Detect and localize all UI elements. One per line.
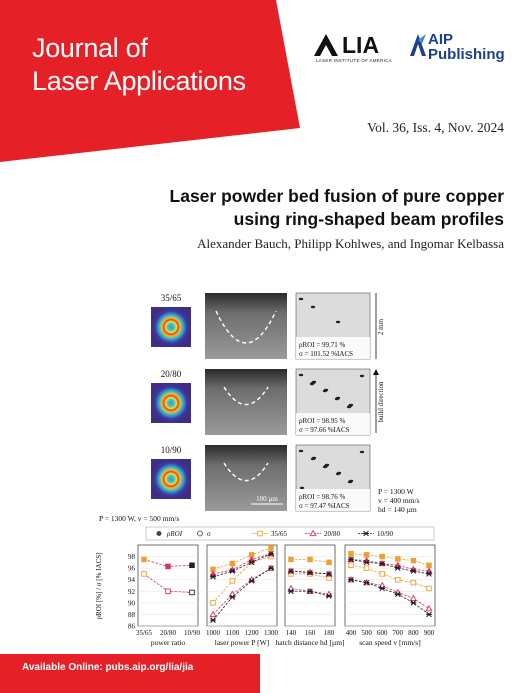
article-authors: Alexander Bauch, Philipp Kohlwes, and Ingomar Kelbassa	[197, 236, 504, 251]
legend-rho-label: ρROI	[167, 530, 183, 538]
aip-word: AIP	[428, 31, 454, 48]
pore-mark	[336, 473, 340, 475]
pore-mark	[299, 298, 303, 300]
y-tick-label: 96	[128, 564, 135, 573]
pore-mark	[360, 451, 364, 453]
conductivity-value: σ = 101.52 %IACS	[299, 350, 354, 358]
x-tick-label: 500	[361, 629, 372, 637]
journal-title	[32, 32, 246, 98]
data-point	[269, 546, 274, 551]
pore-mark	[300, 487, 304, 489]
data-point	[289, 557, 294, 562]
journal-title-line1: Journal of	[32, 33, 148, 63]
pore-mark	[299, 450, 303, 452]
series-line	[351, 565, 429, 588]
melt-pool-image	[205, 293, 287, 359]
data-point	[190, 563, 195, 568]
lia-logo-icon	[312, 30, 402, 58]
data-point	[327, 560, 332, 565]
data-point	[190, 590, 195, 595]
aip-logo-icon	[408, 30, 428, 58]
data-point	[426, 612, 432, 617]
pore-mark	[323, 390, 327, 392]
y-tick-label: 86	[128, 622, 135, 631]
beam-ring	[151, 307, 191, 347]
x-tick-label: 800	[408, 629, 419, 637]
data-point	[380, 572, 385, 577]
series-line	[351, 554, 429, 566]
conductivity-value: σ = 97.47 %IACS	[299, 502, 350, 510]
data-point	[380, 554, 385, 559]
build-direction-label: build direction	[377, 381, 385, 423]
x-tick-label: 180	[323, 629, 335, 637]
x-tick-label: 400	[345, 629, 357, 637]
scale-label-100um: 100 µm	[256, 495, 278, 503]
data-point	[211, 601, 216, 606]
series-line	[351, 559, 429, 571]
legend-series-label: 35/65	[271, 530, 287, 538]
legend-series-label: 10/90	[377, 530, 393, 538]
x-tick-label: 160	[304, 629, 316, 637]
series-line	[213, 568, 271, 620]
x-tick-label: 1300	[264, 629, 278, 637]
y-tick-label: 94	[128, 576, 135, 585]
data-point	[411, 580, 416, 585]
data-point	[349, 563, 354, 568]
x-tick-label: 20/80	[160, 629, 176, 637]
lia-subtitle: LASER INSTITUTE OF AMERICA	[316, 58, 393, 63]
data-point	[308, 557, 313, 562]
pore-mark	[311, 306, 315, 308]
publisher-logos	[312, 30, 512, 70]
footer-text[interactable]: Available Online: pubs.aip.org/lia/jia	[22, 662, 194, 673]
pore-mark	[336, 321, 340, 323]
x-tick-label: 600	[376, 629, 388, 637]
lia-name: LIA	[342, 32, 380, 58]
legend-sigma-label: σ	[207, 530, 211, 538]
pore-mark	[299, 374, 303, 376]
legend-series-label: 20/80	[324, 530, 340, 538]
chart-panel-frame	[207, 545, 277, 626]
data-point	[230, 579, 235, 584]
legend-marker	[258, 531, 263, 536]
issue-info: Vol. 36, Iss. 4, Nov. 2024	[367, 120, 504, 135]
density-value: ρROI = 98.95 %	[299, 417, 346, 425]
x-axis-label: hatch distance hd [µm]	[275, 638, 345, 647]
scale-label-2mm: 2 mm	[377, 318, 385, 336]
x-tick-label: 700	[392, 629, 404, 637]
beam-ring	[151, 383, 191, 423]
series-line	[351, 580, 429, 615]
data-point	[427, 563, 432, 568]
params-right-line: P = 1300 W	[378, 487, 414, 496]
y-tick-label: 92	[128, 587, 135, 596]
pore-mark	[311, 458, 315, 460]
article-title	[170, 185, 504, 231]
y-axis-label: ρROI [%] / σ [% IACS]	[95, 552, 103, 620]
data-point	[210, 612, 216, 617]
x-axis-label: laser power P [W]	[214, 638, 270, 647]
x-tick-label: 10/90	[184, 629, 200, 637]
x-tick-label: 35/65	[136, 629, 152, 637]
x-tick-label: 1100	[225, 629, 240, 637]
data-point	[210, 618, 216, 623]
data-point	[426, 606, 432, 611]
data-point	[166, 564, 171, 569]
data-point	[166, 589, 171, 594]
journal-title-line2: Laser Applications	[32, 66, 246, 96]
pore-mark	[348, 481, 352, 483]
conductivity-value: σ = 97.66 %IACS	[299, 426, 350, 434]
power-ratio-label: 10/90	[160, 445, 182, 455]
data-point	[349, 551, 354, 556]
data-point	[396, 557, 401, 562]
y-tick-label: 90	[128, 599, 135, 608]
figure-svg	[95, 283, 440, 647]
x-tick-label: 1200	[244, 629, 259, 637]
params-left: P = 1300 W, v = 500 mm/s	[99, 514, 180, 523]
data-point	[411, 600, 417, 605]
density-value: ρROI = 99.71 %	[299, 341, 346, 349]
params-right-line: hd = 140 µm	[378, 505, 417, 514]
arrow-head	[373, 369, 379, 375]
melt-pool-image	[205, 369, 287, 435]
footer-white-area	[260, 654, 520, 693]
series-line	[213, 548, 271, 569]
data-point	[230, 561, 235, 566]
power-ratio-label: 35/65	[160, 293, 182, 303]
series-line	[351, 559, 429, 573]
data-point	[364, 553, 369, 558]
params-right-line: v = 400 mm/s	[378, 496, 420, 505]
legend-sigma-marker	[198, 531, 203, 536]
power-ratio-label: 20/80	[160, 369, 182, 379]
data-point	[142, 557, 147, 562]
data-point	[427, 586, 432, 591]
pore-mark	[310, 383, 314, 385]
x-axis-label: scan speed v [mm/s]	[359, 638, 421, 647]
pore-mark	[347, 406, 351, 408]
chart-panel-frame	[138, 545, 198, 626]
y-tick-label: 88	[128, 610, 135, 619]
beam-ring	[151, 459, 191, 499]
data-point	[142, 572, 147, 577]
pore-mark	[335, 398, 339, 400]
data-point	[396, 577, 401, 582]
pore-mark	[360, 375, 364, 377]
y-tick-label: 98	[128, 553, 135, 562]
data-point	[411, 558, 416, 563]
x-axis-label: power ratio	[150, 638, 186, 647]
pore-mark	[323, 466, 327, 468]
x-tick-label: 140	[285, 629, 297, 637]
article-title-line2: using ring-shaped beam profiles	[233, 209, 504, 229]
cover-figure	[95, 283, 440, 647]
aip-publishing-word: Publishing	[428, 46, 505, 63]
article-title-line1: Laser powder bed fusion of pure copper	[169, 186, 504, 206]
x-tick-label: 1000	[206, 629, 220, 637]
data-point	[364, 566, 369, 571]
density-value: ρROI = 98.76 %	[299, 493, 346, 501]
x-tick-label: 900	[423, 629, 435, 637]
legend-rho-marker	[157, 531, 162, 536]
data-point	[411, 595, 417, 600]
